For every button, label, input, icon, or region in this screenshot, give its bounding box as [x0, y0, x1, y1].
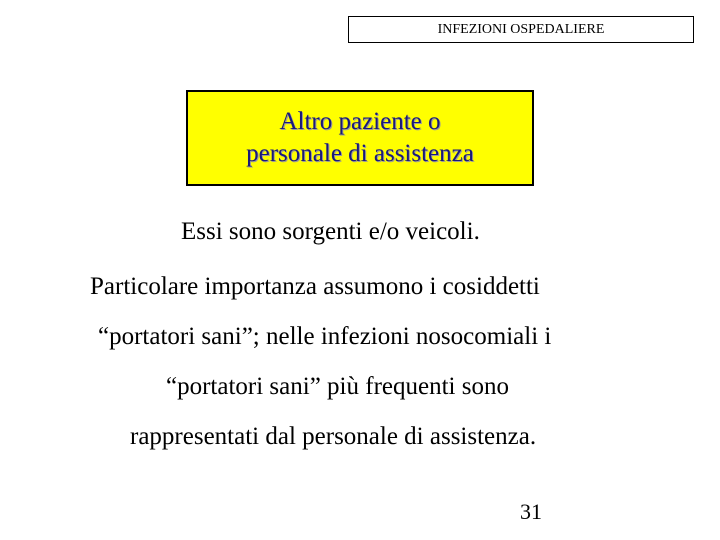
body-line-3: “portatori sani”; nelle infezioni nosocomiali i: [98, 323, 552, 350]
header-box: [348, 16, 694, 43]
body-line-1: Essi sono sorgenti e/o veicoli.: [181, 218, 480, 245]
body-line-5: rappresentati dal personale di assistenza.: [130, 423, 537, 450]
header-title: INFEZIONI OSPEDALIERE: [437, 21, 605, 37]
body-line-2: Particolare importanza assumono i cosiddetti: [90, 273, 540, 300]
title-box: [186, 90, 534, 186]
body-line-4: “portatori sani” più frequenti sono: [166, 373, 509, 400]
title-line-2: personale di assistenza: [246, 140, 474, 167]
title-line-1: Altro paziente o: [279, 108, 441, 135]
page-number: 31: [520, 499, 542, 524]
